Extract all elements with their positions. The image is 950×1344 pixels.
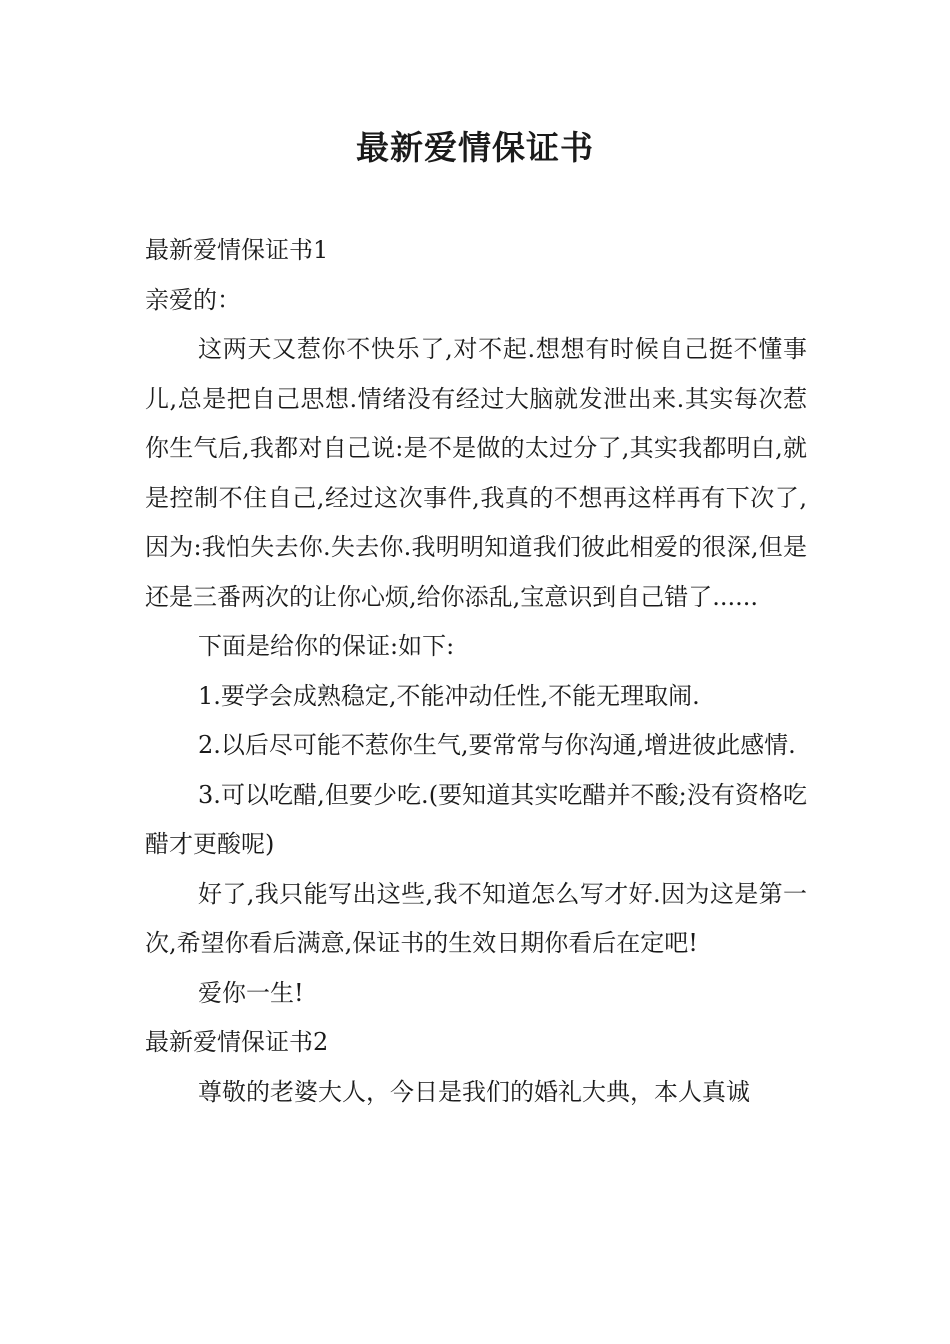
- promise-item-3: 3.可以吃醋,但要少吃.(要知道其实吃醋并不酸;没有资格吃醋才更酸呢): [145, 780, 807, 858]
- paragraph-apology: 这两天又惹你不快乐了,对不起.想想有时候自己挺不懂事儿,总是把自己思想.情绪没有经过大脑就发泄出来.其实每次惹你生气后,我都对自己说:是不是做的太过分了,其实我都明白,就是控制不住自己,经过这次事件,我真的不想再这样再有下次了,因为:我怕失去你.失去你.我明明知道我们彼此相爱的很深,但是还是三番两次的让你心烦,给你添乱,宝意识到自己错了......: [145, 335, 807, 611]
- promise-item-2: 2.以后尽可能不惹你生气,要常常与你沟通,增进彼此感情.: [198, 731, 796, 759]
- paragraph-sign-off: 爱你一生!: [198, 978, 304, 1007]
- document-title: 最新爱情保证书: [356, 128, 594, 167]
- paragraph-section2-opening: 尊敬的老婆大人，今日是我们的婚礼大典，本人真诚: [198, 1077, 750, 1106]
- promise-item-1: 1.要学会成熟稳定,不能冲动任性,不能无理取闹.: [198, 681, 700, 710]
- section-heading-1: 最新爱情保证书1: [145, 236, 329, 264]
- paragraph-promise-intro: 下面是给你的保证:如下:: [198, 632, 455, 660]
- section-heading-2: 最新爱情保证书2: [145, 1028, 329, 1056]
- document-body: [145, 226, 807, 1117]
- greeting: 亲爱的：: [145, 285, 241, 314]
- paragraph-closing: 好了,我只能写出这些,我不知道怎么写才好.因为这是第一次,希望你看后满意,保证书的生效日期你看后在定吧!: [145, 879, 807, 957]
